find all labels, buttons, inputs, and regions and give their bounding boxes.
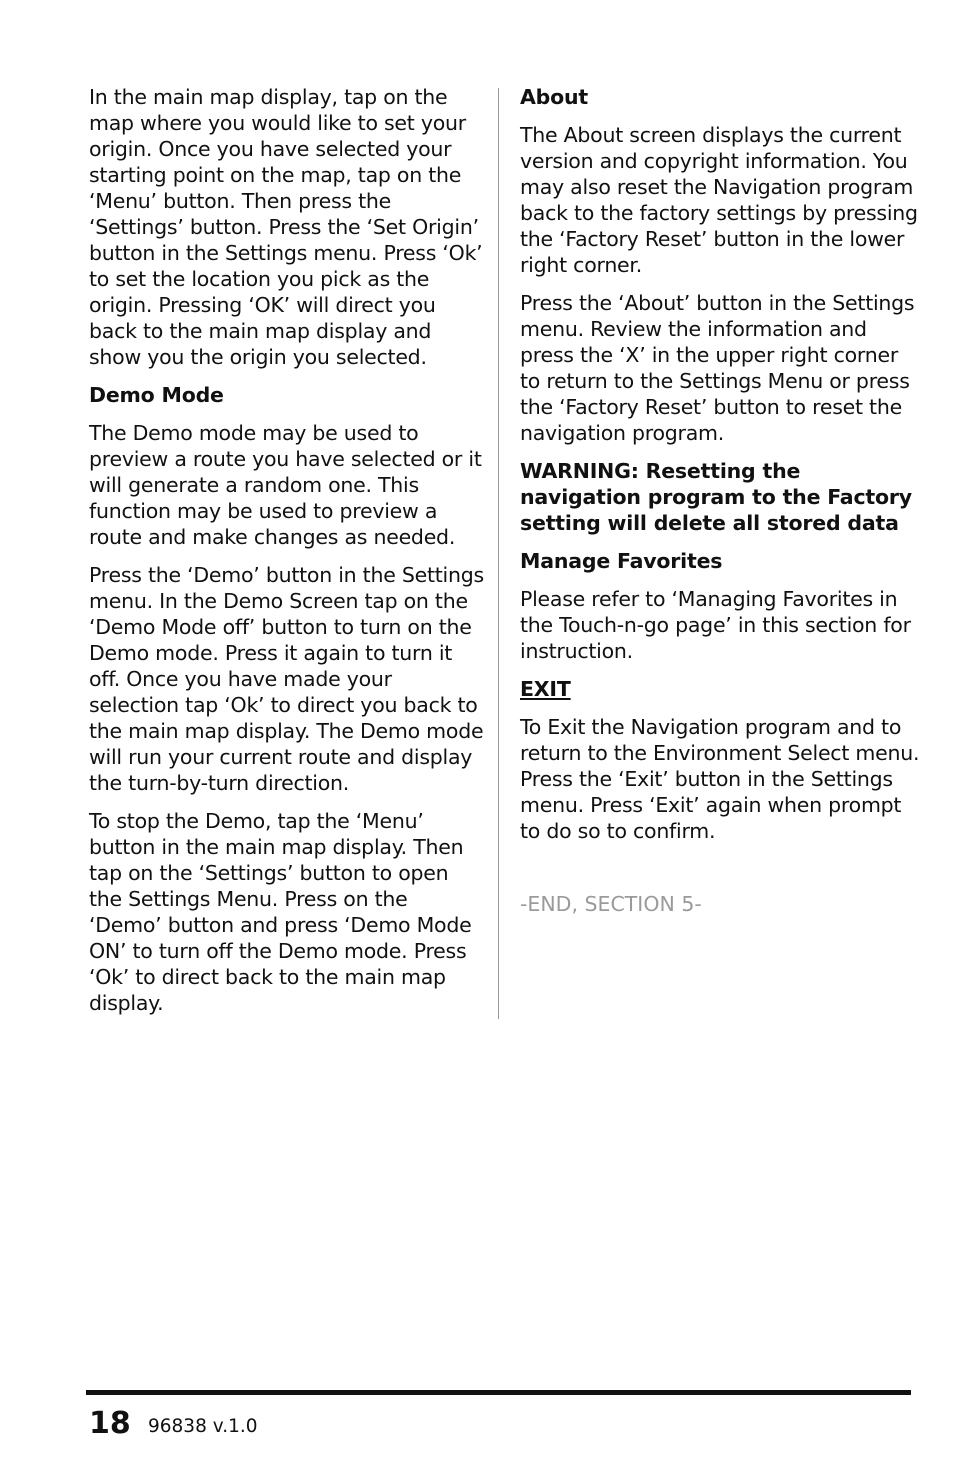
exit-heading: EXIT	[520, 677, 571, 701]
right-column	[520, 84, 920, 917]
demo-mode-heading: Demo Mode	[89, 383, 224, 407]
column-divider	[498, 88, 499, 1019]
footer-rule	[86, 1390, 911, 1395]
about-heading: About	[520, 85, 589, 109]
exit-paragraph: To Exit the Navigation program and to return to the Environment Select menu. Press the ‘Exit’ button in the Settings menu. Press ‘Exit’ again when prompt to do so to confirm.	[520, 715, 920, 843]
about-paragraph-2: Press the ‘About’ button in the Settings menu. Review the information and press the ‘X’ in the upper right corner to return to the Settings Menu or press the ‘Factory Reset’ button to reset the navigation program.	[520, 291, 915, 445]
about-paragraph-1: The About screen displays the current version and copyright information. You may also reset the Navigation program back to the factory settings by pressing the ‘Factory Reset’ button in the lower right corner.	[520, 123, 918, 277]
manage-favorites-heading: Manage Favorites	[520, 549, 723, 573]
demo-mode-paragraph-3: To stop the Demo, tap the ‘Menu’ button in the main map display. Then tap on the ‘Settings’ button to open the Settings Menu. Press on the ‘Demo’ button and press ‘Demo Mode ON’ to turn off the Demo mode. Press ‘Ok’ to direct back to the main map display.	[89, 809, 472, 1015]
factory-reset-warning: WARNING: Resetting the navigation program to the Factory setting will delete all stored data	[520, 459, 912, 535]
page-number: 18	[89, 1406, 131, 1441]
end-of-section-marker: -END, SECTION 5-	[520, 892, 702, 916]
demo-mode-paragraph-2: Press the ‘Demo’ button in the Settings menu. In the Demo Screen tap on the ‘Demo Mode off’ button to turn on the Demo mode. Press it again to turn it off. Once you have made your selection tap ‘Ok’ to direct you back to the main map display. The Demo mode will run your current route and display the turn-by-turn direction.	[89, 563, 484, 795]
manage-favorites-paragraph: Please refer to ‘Managing Favorites in the Touch-n-go page’ in this section for instruction.	[520, 587, 911, 663]
document-version: 96838 v.1.0	[148, 1416, 258, 1437]
left-column	[89, 84, 484, 1028]
intro-paragraph: In the main map display, tap on the map where you would like to set your origin. Once you have selected your starting point on the map, tap on the ‘Menu’ button. Then press the ‘Settings’ button. Press the ‘Set Origin’ button in the Settings menu. Press ‘Ok’ to set the location you pick as the origin. Pressing ‘OK’ will direct you back to the main map display and show you the origin you selected.	[89, 85, 483, 369]
demo-mode-paragraph-1: The Demo mode may be used to preview a route you have selected or it will generate a random one. This function may be used to preview a route and make changes as needed.	[89, 421, 482, 549]
